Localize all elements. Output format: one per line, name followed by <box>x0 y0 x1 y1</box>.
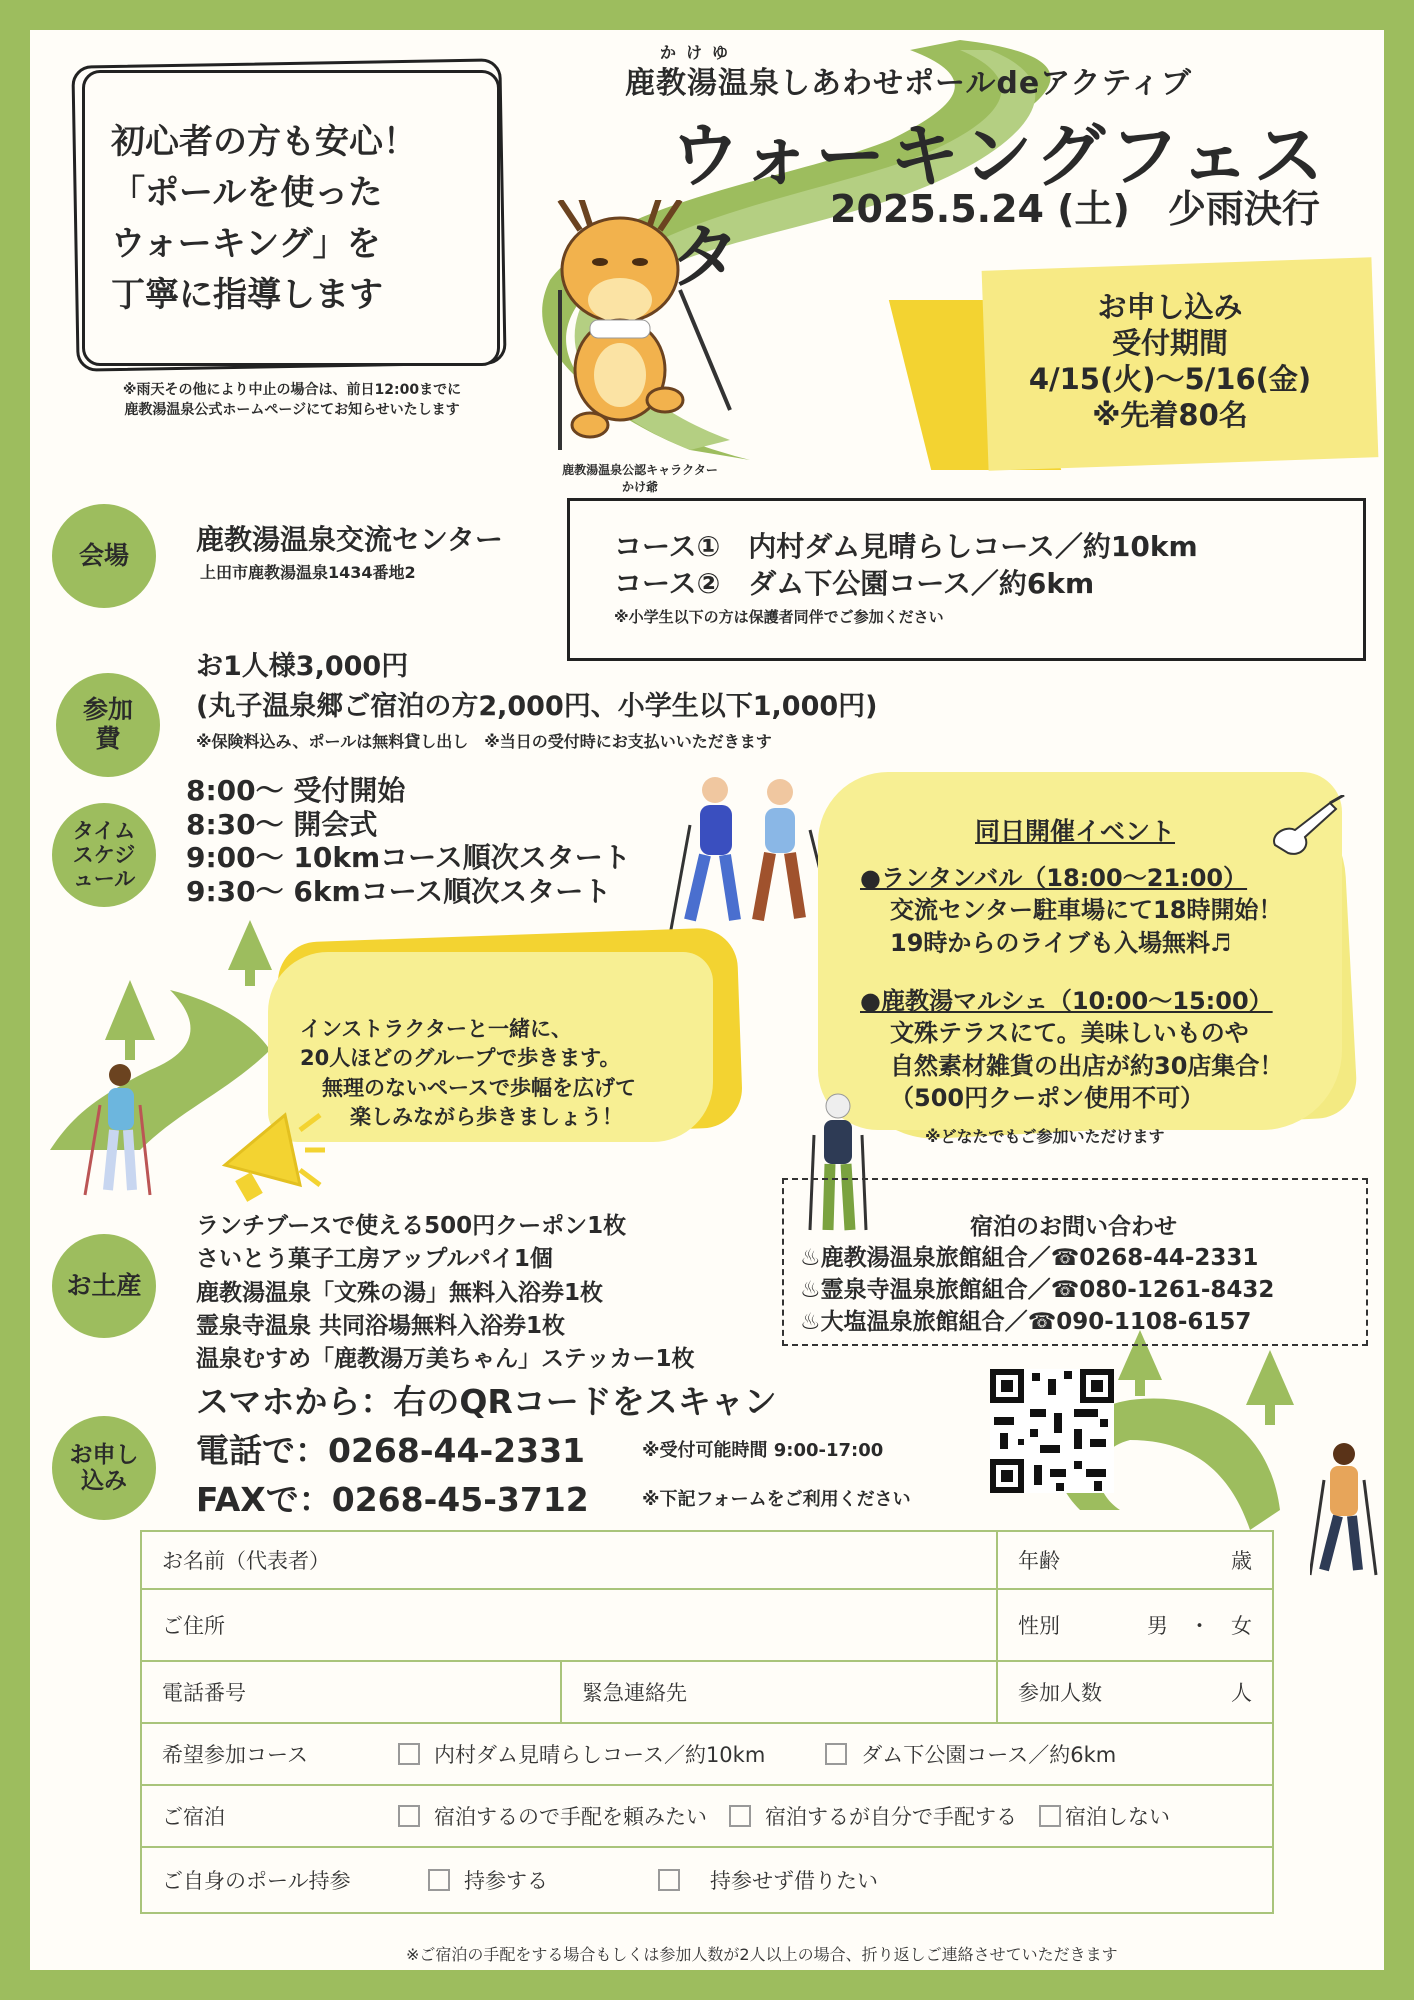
emergency-field[interactable] <box>562 1662 998 1722</box>
checkbox[interactable] <box>729 1805 751 1827</box>
cancel-note-line: ※雨天その他により中止の場合は、前日12:00までに <box>122 382 462 398</box>
event-item-name: ●ランタンバル（18:00～21:00） <box>860 864 1248 892</box>
event-item-line: 交流センター駐車場にて18時開始！ <box>890 896 1283 925</box>
checkbox[interactable] <box>398 1743 420 1765</box>
schedule-badge-line: ュール <box>72 867 136 892</box>
souvenir-item: ランチブースで使える500円クーポン1枚 <box>196 1213 627 1239</box>
course-label: 希望参加コース <box>162 1743 308 1767</box>
checkbox[interactable] <box>398 1805 420 1827</box>
instructor-line: 無理のないペースで歩幅を広げて <box>322 1075 636 1100</box>
walkers-illustration <box>660 770 840 950</box>
pole-option-2[interactable] <box>658 1865 878 1895</box>
apply-period <box>970 290 1370 434</box>
stay-option-3[interactable] <box>1039 1801 1170 1831</box>
pole-option-label: 持参する <box>464 1869 548 1893</box>
checkbox[interactable] <box>1039 1805 1061 1827</box>
venue-address: 上田市鹿教湯温泉1434番地2 <box>200 563 416 582</box>
event-note: ※どなたでもご参加いただけます <box>925 1127 1165 1146</box>
gender-options: 男 ・ 女 <box>1147 1614 1252 1638</box>
stay-label: ご宿泊 <box>162 1805 225 1829</box>
gender-label: 性別 <box>1018 1614 1060 1638</box>
apply-phone: 電話で：0268-44-2331 <box>196 1431 586 1470</box>
fee-badge-line: 費 <box>95 724 121 753</box>
event-subtitle: 鹿教湯温泉しあわせポールdeアクティブ <box>625 66 1192 101</box>
stay-option-label: 宿泊するが自分で手配する <box>765 1805 1017 1829</box>
souvenir-item: さいとう菓子工房アップルパイ1個 <box>196 1246 553 1273</box>
apply-fax-note: ※下記フォームをご利用ください <box>642 1489 911 1510</box>
age-label: 年齢 <box>1018 1549 1060 1573</box>
course-note: ※小学生以下の方は保護者同伴でご参加ください <box>614 607 944 626</box>
phone-field[interactable] <box>142 1662 562 1722</box>
pole-field <box>142 1848 1272 1912</box>
event-title: ウォーキングフェスタ <box>670 115 1328 298</box>
event-title: 同日開催イベント <box>975 817 1176 846</box>
caption-line: 鹿教湯温泉公認キャラクター <box>562 463 718 477</box>
stay-option-label: 宿泊しない <box>1065 1805 1170 1829</box>
stay-option-label: 宿泊するので手配を頼みたい <box>434 1805 707 1829</box>
instructor-line: 20人ほどのグループで歩きます。 <box>300 1046 621 1071</box>
event-item-line: （500円クーポン使用不可） <box>890 1084 1205 1113</box>
count-label: 参加人数 <box>1018 1681 1102 1705</box>
course-box <box>567 498 1366 661</box>
form-row-phone <box>142 1662 1272 1724</box>
megaphone-icon <box>215 1095 325 1205</box>
caption-line: かけ爺 <box>621 480 658 495</box>
event-item-marche <box>860 985 1283 1115</box>
form-row-course <box>142 1724 1272 1786</box>
course-option-label: ダム下公園コース／約6km <box>861 1743 1117 1767</box>
lodging-list <box>800 1242 1274 1339</box>
apply-period-line: お申し込み <box>1097 290 1243 324</box>
note-line: 丁寧に指導します <box>111 275 383 315</box>
lodging-item: ♨鹿教湯温泉旅館組合／☎0268-44-2331 <box>800 1245 1259 1271</box>
guitar-icon <box>1270 795 1350 855</box>
course-field <box>142 1724 1272 1784</box>
fee-main: お1人様3,000円 <box>196 651 409 682</box>
character-caption <box>540 462 740 497</box>
gender-field[interactable] <box>998 1590 1272 1660</box>
event-date: 2025.5.24 (土) 少雨決行 <box>830 187 1320 231</box>
souvenir-item: 鹿教湯温泉「文殊の湯」無料入浴券1枚 <box>196 1279 604 1306</box>
instructor-line: 楽しみながら歩きましょう！ <box>350 1105 623 1130</box>
schedule-badge-line: スケジ <box>72 842 136 867</box>
walker-right-illustration <box>1310 1440 1380 1590</box>
stay-option-1[interactable] <box>398 1801 707 1831</box>
form-row-name <box>142 1532 1272 1590</box>
emergency-label: 緊急連絡先 <box>582 1681 687 1705</box>
lodging-title: 宿泊のお問い合わせ <box>970 1214 1177 1240</box>
event-item-name: ●鹿教湯マルシェ（10:00～15:00） <box>860 987 1273 1015</box>
event-item-line: 自然素材雑貨の出店が約30店集合！ <box>890 1051 1284 1080</box>
cancel-note <box>72 380 512 421</box>
age-unit: 歳 <box>1231 1549 1252 1573</box>
flyer-page <box>30 30 1384 1970</box>
apply-period-limit: ※先着80名 <box>1092 397 1248 432</box>
beginner-note-box <box>82 70 500 366</box>
apply-badge <box>52 1416 156 1520</box>
note-line: 初心者の方も安心！ <box>111 122 417 162</box>
event-item-line: 19時からのライブも入場無料♬ <box>890 928 1232 957</box>
apply-fax: FAXで：0268-45-3712 <box>196 1480 589 1519</box>
title-ruby: かけゆ <box>660 43 739 62</box>
venue-name: 鹿教湯温泉交流センター <box>196 523 503 556</box>
walker-left-illustration <box>80 1060 170 1210</box>
checkbox[interactable] <box>825 1743 847 1765</box>
pole-label: ご自身のポール持参 <box>162 1869 351 1893</box>
note-line: 「ポールを使った <box>111 173 383 213</box>
form-row-stay <box>142 1786 1272 1848</box>
schedule-badge-line: タイム <box>72 818 136 843</box>
instructor-message <box>300 1015 636 1133</box>
course-1: コース① 内村ダム見晴らしコース／約10km <box>614 530 1198 563</box>
age-field[interactable] <box>998 1532 1272 1588</box>
checkbox[interactable] <box>428 1869 450 1891</box>
application-form <box>140 1530 1274 1914</box>
schedule-item: 8:30～ 開会式 <box>186 807 378 841</box>
count-unit: 人 <box>1231 1681 1252 1705</box>
count-field[interactable] <box>998 1662 1272 1722</box>
fee-badge <box>56 673 160 777</box>
apply-badge-line: お申し <box>69 1441 139 1468</box>
fee-badge-line: 参加 <box>82 695 133 725</box>
form-row-pole <box>142 1848 1272 1912</box>
phone-label: 電話番号 <box>162 1681 246 1705</box>
footer-note: ※ご宿泊の手配をする場合もしくは参加人数が2人以上の場合、折り返しご連絡させていただきます <box>406 1945 1118 1964</box>
venue-badge: 会場 <box>52 504 156 608</box>
souvenir-item: 温泉むすめ「鹿教湯万美ちゃん」ステッカー1枚 <box>196 1346 695 1373</box>
pole-option-1[interactable] <box>428 1865 548 1895</box>
schedule-badge <box>52 803 156 907</box>
souvenir-item: 霊泉寺温泉 共同浴場無料入浴券1枚 <box>196 1313 566 1340</box>
lodging-item: ♨大塩温泉旅館組合／☎090-1108-6157 <box>800 1309 1252 1336</box>
apply-badge-line: 込み <box>81 1468 127 1494</box>
apply-smartphone: スマホから：右のQRコードをスキャン <box>196 1382 777 1421</box>
note-line: ウォーキング」を <box>111 224 381 264</box>
course-option-1[interactable] <box>398 1739 765 1769</box>
name-label: お名前（代表者） <box>162 1549 330 1573</box>
schedule-item: 9:30～ 6kmコース順次スタート <box>186 874 612 908</box>
qr-code[interactable] <box>990 1369 1114 1493</box>
address-field[interactable] <box>142 1590 998 1660</box>
instructor-line: インストラクターと一緒に、 <box>300 1017 572 1041</box>
stay-option-2[interactable] <box>729 1801 1017 1831</box>
name-field[interactable] <box>142 1532 998 1588</box>
fee-sub: (丸子温泉郷ご宿泊の方2,000円、小学生以下1,000円) <box>196 691 878 722</box>
fee-note: ※保険料込み、ポールは無料貸し出し ※当日の受付時にお支払いいただきます <box>196 732 772 751</box>
apply-phone-note: ※受付可能時間 9:00-17:00 <box>642 1440 884 1461</box>
schedule-item: 8:00～ 受付開始 <box>186 774 406 807</box>
pole-option-label: 持参せず借りたい <box>710 1869 878 1893</box>
lodging-item: ♨霊泉寺温泉旅館組合／☎080-1261-8432 <box>800 1277 1275 1304</box>
event-item-line: 文殊テラスにて。美味しいものや <box>890 1019 1249 1048</box>
cancel-note-line: 鹿教湯温泉公式ホームページにてお知らせいたします <box>124 402 460 419</box>
souvenir-list <box>196 1210 695 1377</box>
course-option-2[interactable] <box>825 1739 1116 1769</box>
schedule-item: 9:00～ 10kmコース順次スタート <box>186 841 631 875</box>
course-option-label: 内村ダム見晴らしコース／約10km <box>434 1743 766 1767</box>
schedule-list <box>186 774 631 908</box>
apply-period-dates: 4/15(火)～5/16(金) <box>1028 361 1312 396</box>
apply-period-line: 受付期間 <box>1111 325 1228 360</box>
stay-field <box>142 1786 1272 1846</box>
address-label: ご住所 <box>162 1614 225 1638</box>
course-2: コース② ダム下公園コース／約6km <box>614 566 1095 600</box>
checkbox[interactable] <box>658 1869 680 1891</box>
form-row-address <box>142 1590 1272 1662</box>
event-item-lantern <box>860 862 1282 959</box>
souvenir-badge: お土産 <box>52 1234 156 1338</box>
